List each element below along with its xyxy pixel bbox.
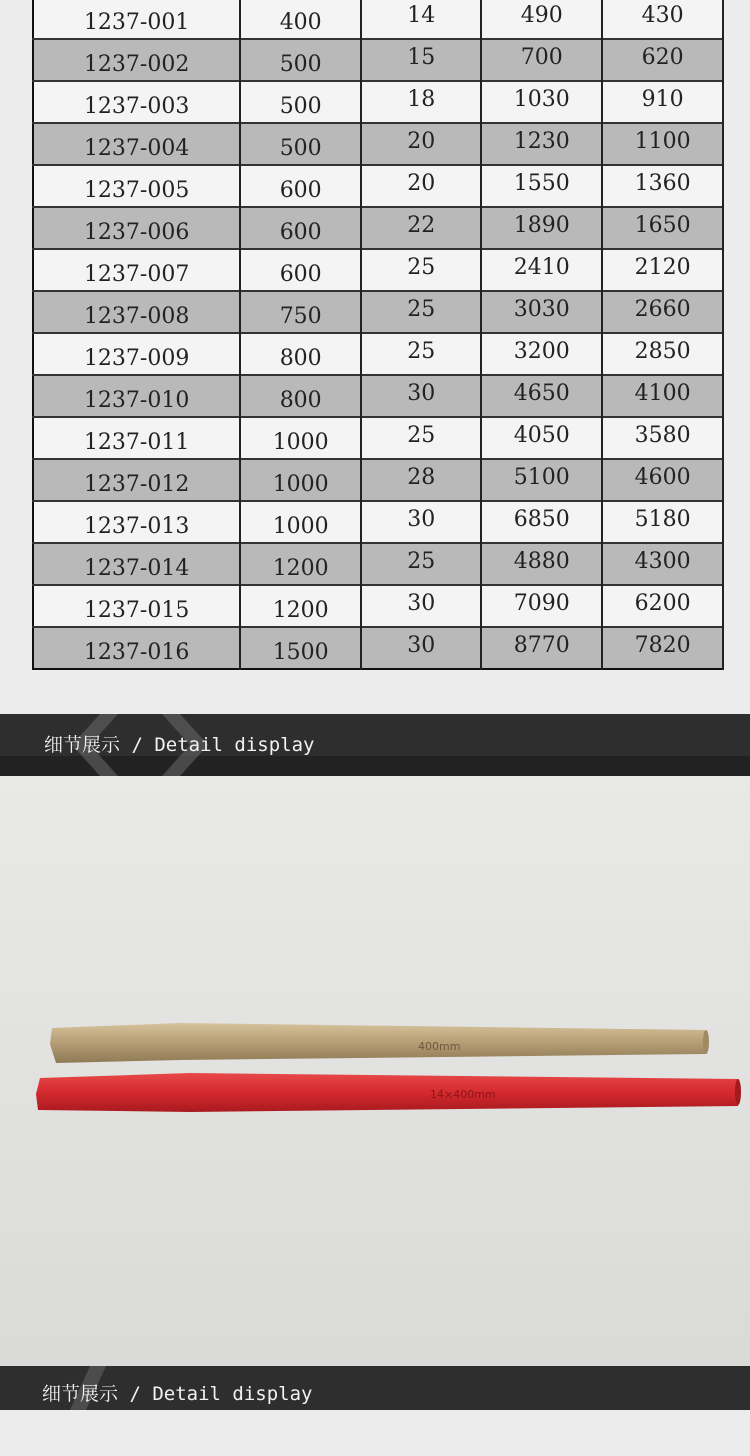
table-cell: 1360 xyxy=(602,165,723,207)
table-cell: 2850 xyxy=(602,333,723,375)
table-cell: 1237-007 xyxy=(33,249,240,291)
table-cell: 8770 xyxy=(481,627,602,669)
table-cell: 500 xyxy=(240,81,361,123)
detail-banner-2-title: 细节展示 / Detail display xyxy=(42,1383,313,1405)
table-cell: 1100 xyxy=(602,123,723,165)
table-cell: 800 xyxy=(240,333,361,375)
table-cell: 7820 xyxy=(602,627,723,669)
table-cell: 2660 xyxy=(602,291,723,333)
table-cell: 800 xyxy=(240,375,361,417)
table-cell: 700 xyxy=(481,39,602,81)
table-cell: 7090 xyxy=(481,585,602,627)
table-cell: 430 xyxy=(602,0,723,39)
spec-table xyxy=(32,0,724,670)
table-cell: 500 xyxy=(240,123,361,165)
product-photo xyxy=(0,776,750,1366)
table-cell: 18 xyxy=(361,81,481,123)
table-cell: 25 xyxy=(361,249,481,291)
table-cell: 1000 xyxy=(240,501,361,543)
table-cell: 1500 xyxy=(240,627,361,669)
table-cell: 15 xyxy=(361,39,481,81)
table-cell: 4880 xyxy=(481,543,602,585)
table-cell: 3030 xyxy=(481,291,602,333)
table-cell: 1030 xyxy=(481,81,602,123)
table-cell: 1237-011 xyxy=(33,417,240,459)
table-cell: 20 xyxy=(361,165,481,207)
table-cell: 20 xyxy=(361,123,481,165)
table-cell: 400 xyxy=(240,0,361,39)
table-row xyxy=(33,39,723,81)
table-cell: 1237-014 xyxy=(33,543,240,585)
detail-banner xyxy=(0,714,750,776)
detail-banner-2 xyxy=(0,1366,750,1410)
table-cell: 1237-008 xyxy=(33,291,240,333)
table-cell: 1200 xyxy=(240,585,361,627)
table-cell: 1237-004 xyxy=(33,123,240,165)
red-chisel xyxy=(36,1073,741,1112)
table-cell: 4100 xyxy=(602,375,723,417)
table-row xyxy=(33,123,723,165)
table-cell: 3580 xyxy=(602,417,723,459)
table-cell: 600 xyxy=(240,249,361,291)
table-row xyxy=(33,0,723,39)
table-row xyxy=(33,585,723,627)
table-cell: 1237-002 xyxy=(33,39,240,81)
table-cell: 1230 xyxy=(481,123,602,165)
table-cell: 600 xyxy=(240,207,361,249)
table-row xyxy=(33,249,723,291)
table-cell: 30 xyxy=(361,501,481,543)
table-cell: 30 xyxy=(361,627,481,669)
spec-table-body xyxy=(33,0,723,669)
table-cell: 4300 xyxy=(602,543,723,585)
table-row xyxy=(33,375,723,417)
table-cell: 1650 xyxy=(602,207,723,249)
table-row xyxy=(33,207,723,249)
table-cell: 750 xyxy=(240,291,361,333)
table-cell: 490 xyxy=(481,0,602,39)
table-row xyxy=(33,459,723,501)
table-cell: 1200 xyxy=(240,543,361,585)
table-cell: 1890 xyxy=(481,207,602,249)
table-cell: 2410 xyxy=(481,249,602,291)
table-cell: 910 xyxy=(602,81,723,123)
table-cell: 25 xyxy=(361,417,481,459)
red-chisel-marking: 14×400mm xyxy=(430,1088,496,1101)
table-cell: 6200 xyxy=(602,585,723,627)
footer-area xyxy=(0,1410,750,1456)
table-cell: 14 xyxy=(361,0,481,39)
table-cell: 4650 xyxy=(481,375,602,417)
table-cell: 1000 xyxy=(240,459,361,501)
table-row xyxy=(33,501,723,543)
table-cell: 1237-001 xyxy=(33,0,240,39)
table-cell: 2120 xyxy=(602,249,723,291)
table-cell: 1000 xyxy=(240,417,361,459)
table-cell: 1237-012 xyxy=(33,459,240,501)
table-cell: 5180 xyxy=(602,501,723,543)
detail-banner-title: 细节展示 / Detail display xyxy=(44,734,315,756)
gold-chisel-marking: 400mm xyxy=(418,1040,461,1053)
table-cell: 1237-015 xyxy=(33,585,240,627)
table-cell: 25 xyxy=(361,291,481,333)
table-cell: 1237-005 xyxy=(33,165,240,207)
table-cell: 30 xyxy=(361,375,481,417)
table-cell: 4600 xyxy=(602,459,723,501)
table-cell: 1237-003 xyxy=(33,81,240,123)
table-cell: 6850 xyxy=(481,501,602,543)
table-cell: 30 xyxy=(361,585,481,627)
table-row xyxy=(33,417,723,459)
table-cell: 22 xyxy=(361,207,481,249)
table-cell: 3200 xyxy=(481,333,602,375)
table-cell: 1237-016 xyxy=(33,627,240,669)
table-cell: 1550 xyxy=(481,165,602,207)
table-row xyxy=(33,333,723,375)
table-cell: 25 xyxy=(361,333,481,375)
table-cell: 1237-009 xyxy=(33,333,240,375)
table-cell: 620 xyxy=(602,39,723,81)
table-cell: 600 xyxy=(240,165,361,207)
table-cell: 25 xyxy=(361,543,481,585)
table-row xyxy=(33,81,723,123)
table-row xyxy=(33,165,723,207)
table-row xyxy=(33,291,723,333)
table-row xyxy=(33,627,723,669)
table-cell: 28 xyxy=(361,459,481,501)
table-cell: 1237-010 xyxy=(33,375,240,417)
table-cell: 500 xyxy=(240,39,361,81)
table-cell: 1237-006 xyxy=(33,207,240,249)
table-cell: 4050 xyxy=(481,417,602,459)
table-cell: 1237-013 xyxy=(33,501,240,543)
table-row xyxy=(33,543,723,585)
table-cell: 5100 xyxy=(481,459,602,501)
